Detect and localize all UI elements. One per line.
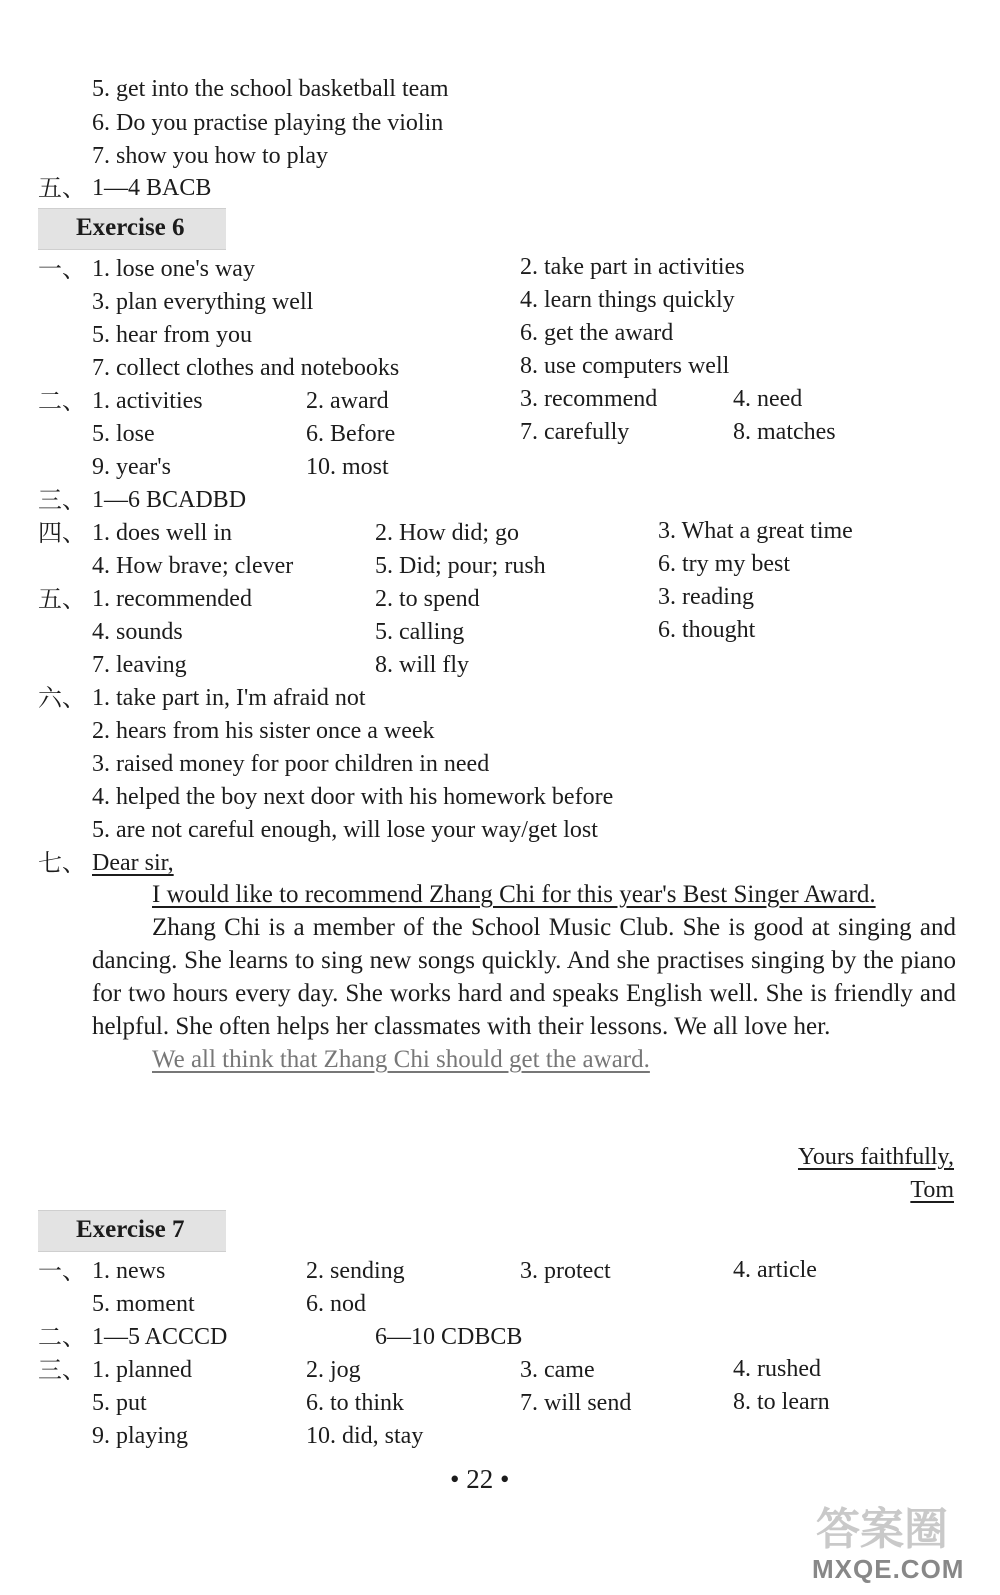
section-marker: 一、 bbox=[38, 1257, 86, 1285]
answer-item: 8. matches bbox=[733, 419, 836, 445]
answer-line: 1—6 BCADBD bbox=[92, 487, 247, 513]
answer-item: 5. put bbox=[92, 1390, 147, 1416]
letter-paragraph: I would like to recommend Zhang Chi for this year's Best Singer Award. bbox=[152, 881, 876, 908]
answer-item: 9. year's bbox=[92, 454, 171, 480]
answer-item: 4. helped the boy next door with his homework before bbox=[92, 784, 614, 810]
answer-item: 4. How brave; clever bbox=[92, 553, 294, 579]
exercise-7-header bbox=[38, 1210, 226, 1252]
answer-item: 5. Did; pour; rush bbox=[375, 553, 546, 579]
page-number: • 22 • bbox=[450, 1464, 510, 1494]
exercise-6-header bbox=[38, 208, 226, 250]
answer-item: 2. to spend bbox=[375, 586, 480, 612]
answer-item: 1. news bbox=[92, 1258, 166, 1284]
answer-item: 4. rushed bbox=[733, 1356, 821, 1382]
answer-item: 10. did, stay bbox=[306, 1423, 424, 1449]
section-marker: 六、 bbox=[38, 684, 86, 712]
answer-item: 8. to learn bbox=[733, 1389, 830, 1415]
answer-line: 1—5 ACCCD bbox=[92, 1324, 228, 1350]
answer-item: 3. protect bbox=[520, 1258, 611, 1284]
answer-item: 7. will send bbox=[520, 1390, 632, 1416]
watermark-url: MXQE.COM bbox=[812, 1554, 965, 1584]
answer-item: 5. lose bbox=[92, 421, 155, 447]
answer-item: 2. How did; go bbox=[375, 520, 519, 546]
answer-item: 7. collect clothes and notebooks bbox=[92, 355, 400, 381]
answer-item: 5. moment bbox=[92, 1291, 195, 1317]
section-marker: 五、 bbox=[38, 174, 86, 202]
answer-item: 4. learn things quickly bbox=[520, 287, 735, 313]
answer-item: 3. What a great time bbox=[658, 518, 853, 544]
letter-paragraph: Zhang Chi is a member of the School Music Club. She is good at singing and dancing. She learns to sing new songs quickly. And she practises singing by the piano for two hours every day. She works hard and speaks English well. She is friendly and helpful. She often helps her classmates with their lessons. We all love her. bbox=[92, 914, 956, 1040]
section-marker: 二、 bbox=[38, 1323, 86, 1351]
answer-item: 3. reading bbox=[658, 584, 754, 610]
letter-closing: Yours faithfully, bbox=[797, 1144, 954, 1170]
answer-item: 7. leaving bbox=[92, 652, 187, 678]
answer-item: 3. recommend bbox=[520, 386, 658, 412]
answer-item: 2. take part in activities bbox=[520, 254, 745, 280]
answer-item: 8. use computers well bbox=[520, 353, 730, 379]
section-marker: 二、 bbox=[38, 387, 86, 415]
section-marker: 三、 bbox=[38, 1356, 86, 1384]
answer-item: 2. hears from his sister once a week bbox=[92, 718, 435, 744]
answer-item: 3. came bbox=[520, 1357, 595, 1383]
section-marker: 五、 bbox=[38, 585, 86, 613]
answer-item: 9. playing bbox=[92, 1423, 188, 1449]
section-marker: 三、 bbox=[38, 486, 86, 514]
answer-item: 5. hear from you bbox=[92, 322, 252, 348]
answer-item: 1. recommended bbox=[92, 586, 252, 612]
answer-item: 6. to think bbox=[306, 1390, 405, 1416]
answer-item: 5. calling bbox=[375, 619, 465, 645]
answer-line: 5. get into the school basketball team bbox=[92, 76, 449, 102]
answer-item: 2. jog bbox=[306, 1357, 361, 1383]
answer-item: 1. planned bbox=[92, 1357, 192, 1383]
section-marker: 一、 bbox=[38, 255, 86, 283]
answer-line: 6. Do you practise playing the violin bbox=[92, 110, 444, 136]
exercise-title: Exercise 7 bbox=[76, 1216, 185, 1243]
answer-item: 8. will fly bbox=[375, 652, 469, 678]
answer-line: 7. show you how to play bbox=[92, 143, 328, 169]
answer-item: 1. does well in bbox=[92, 520, 232, 546]
answer-item: 2. sending bbox=[306, 1258, 405, 1284]
letter-salutation: Dear sir, bbox=[92, 850, 174, 876]
answer-item: 10. most bbox=[306, 454, 389, 480]
answer-item: 6. Before bbox=[306, 421, 396, 447]
answer-line: 6—10 CDBCB bbox=[375, 1324, 523, 1350]
section-marker: 七、 bbox=[38, 849, 86, 877]
watermark-logo-text: 答案圈 bbox=[816, 1504, 948, 1555]
answer-item: 3. raised money for poor children in need bbox=[92, 751, 490, 777]
answer-item: 2. award bbox=[306, 388, 389, 414]
answer-item: 1. take part in, I'm afraid not bbox=[92, 685, 366, 711]
answer-item: 7. carefully bbox=[520, 419, 630, 445]
answer-item: 6. get the award bbox=[520, 320, 674, 346]
answer-item: 3. plan everything well bbox=[92, 289, 314, 315]
answer-item: 5. are not careful enough, will lose your way/get lost bbox=[92, 817, 598, 843]
answer-item: 1. activities bbox=[92, 388, 203, 414]
letter-body bbox=[92, 878, 956, 1076]
answer-item: 6. thought bbox=[658, 617, 756, 643]
letter-paragraph: We all think that Zhang Chi should get the award. bbox=[152, 1046, 650, 1073]
answer-item: 4. need bbox=[733, 386, 803, 412]
exercise-title: Exercise 6 bbox=[76, 214, 185, 241]
letter-signature: Tom bbox=[910, 1177, 954, 1203]
section-marker: 四、 bbox=[38, 519, 86, 547]
answer-item: 6. nod bbox=[306, 1291, 366, 1317]
answer-item: 1. lose one's way bbox=[92, 256, 255, 282]
answer-line: 1—4 BACB bbox=[92, 175, 212, 201]
answer-item: 6. try my best bbox=[658, 551, 790, 577]
answer-item: 4. sounds bbox=[92, 619, 183, 645]
answer-item: 4. article bbox=[733, 1257, 817, 1283]
